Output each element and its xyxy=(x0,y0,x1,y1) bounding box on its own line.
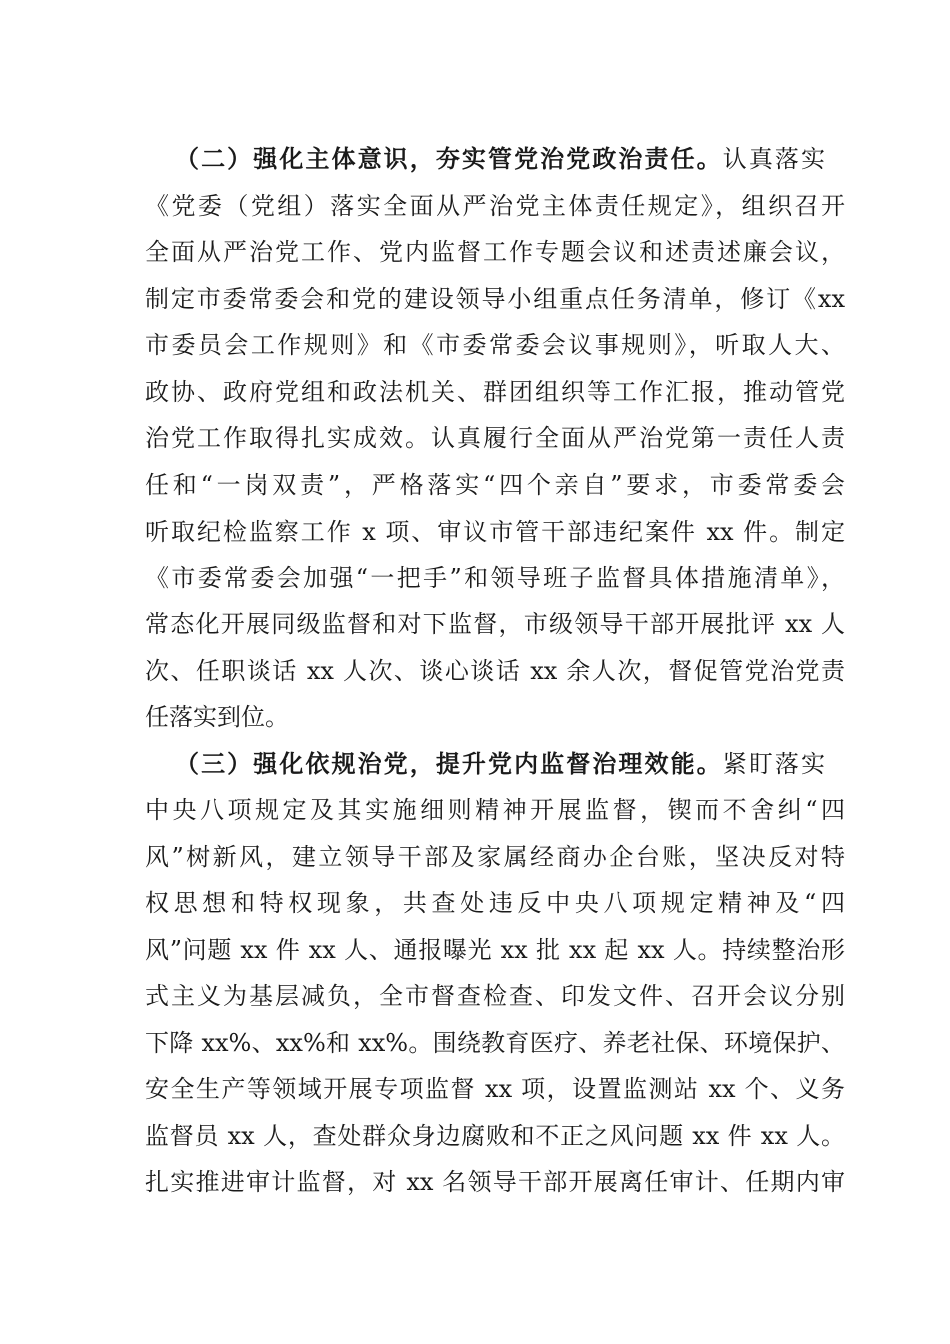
paragraph-2-line-1 xyxy=(175,136,825,182)
paragraph-3-line-3: 风”树新风，建立领导干部及家属经商办企台账，坚决反对特 xyxy=(145,843,845,871)
paragraph-2-line-10: 《市委常委会加强“一把手”和领导班子监督具体措施清单》， xyxy=(145,564,845,592)
paragraph-3-line-8: 安全生产等领域开展专项监督 xx 项，设置监测站 xx 个、义务 xyxy=(145,1075,845,1103)
paragraph-2-line-7: 治党工作取得扎实成效。认真履行全面从严治党第一责任人责 xyxy=(145,424,845,452)
paragraph-2-line-5: 市委员会工作规则》和《市委常委会议事规则》，听取人大、 xyxy=(145,331,845,359)
paragraph-3-line-10: 扎实推进审计监督，对 xx 名领导干部开展离任审计、任期内审 xyxy=(145,1168,845,1196)
paragraph-2-line-2: 《党委（党组）落实全面从严治党主体责任规定》，组织召开 xyxy=(145,192,845,220)
paragraph-2-line-8: 任和“一岗双责”，严格落实“四个亲自”要求，市委常委会 xyxy=(145,471,845,499)
paragraph-3-line-7: 下降 xx%、xx%和 xx%。围绕教育医疗、养老社保、环境保护、 xyxy=(145,1029,845,1057)
paragraph-3-text: 紧盯落实 xyxy=(722,750,825,778)
paragraph-3-line-5: 风”问题 xx 件 xx 人、通报曝光 xx 批 xx 起 xx 人。持续整治形 xyxy=(145,936,845,964)
paragraph-2-heading: （二）强化主体意识，夯实管党治党政治责任。 xyxy=(175,144,723,173)
paragraph-3-line-2: 中央八项规定及其实施细则精神开展监督，锲而不舍纠“四 xyxy=(145,796,845,824)
paragraph-2-line-11: 常态化开展同级监督和对下监督，市级领导干部开展批评 xx 人 xyxy=(145,610,845,638)
paragraph-2-line-4: 制定市委常委会和党的建设领导小组重点任务清单，修订《xx xyxy=(145,285,845,313)
paragraph-2-line-12: 次、任职谈话 xx 人次、谈心谈话 xx 余人次，督促管党治党责 xyxy=(145,657,845,685)
paragraph-2-line-13: 任落实到位。 xyxy=(145,703,289,731)
paragraph-3-heading: （三）强化依规治党，提升党内监督治理效能。 xyxy=(175,749,723,778)
paragraph-3-line-9: 监督员 xx 人，查处群众身边腐败和不正之风问题 xx 件 xx 人。 xyxy=(145,1122,845,1150)
paragraph-3-line-4: 权思想和特权现象，共查处违反中央八项规定精神及“四 xyxy=(145,889,845,917)
paragraph-3-line-1 xyxy=(175,741,825,787)
paragraph-2-text: 认真落实 xyxy=(722,145,825,173)
paragraph-3-line-6: 式主义为基层减负，全市督查检查、印发文件、召开会议分别 xyxy=(145,982,845,1010)
paragraph-2-line-3: 全面从严治党工作、党内监督工作专题会议和述责述廉会议， xyxy=(145,238,845,266)
paragraph-2-line-6: 政协、政府党组和政法机关、群团组织等工作汇报，推动管党 xyxy=(145,378,845,406)
paragraph-2-line-9: 听取纪检监察工作 x 项、审议市管干部违纪案件 xx 件。制定 xyxy=(145,518,845,546)
